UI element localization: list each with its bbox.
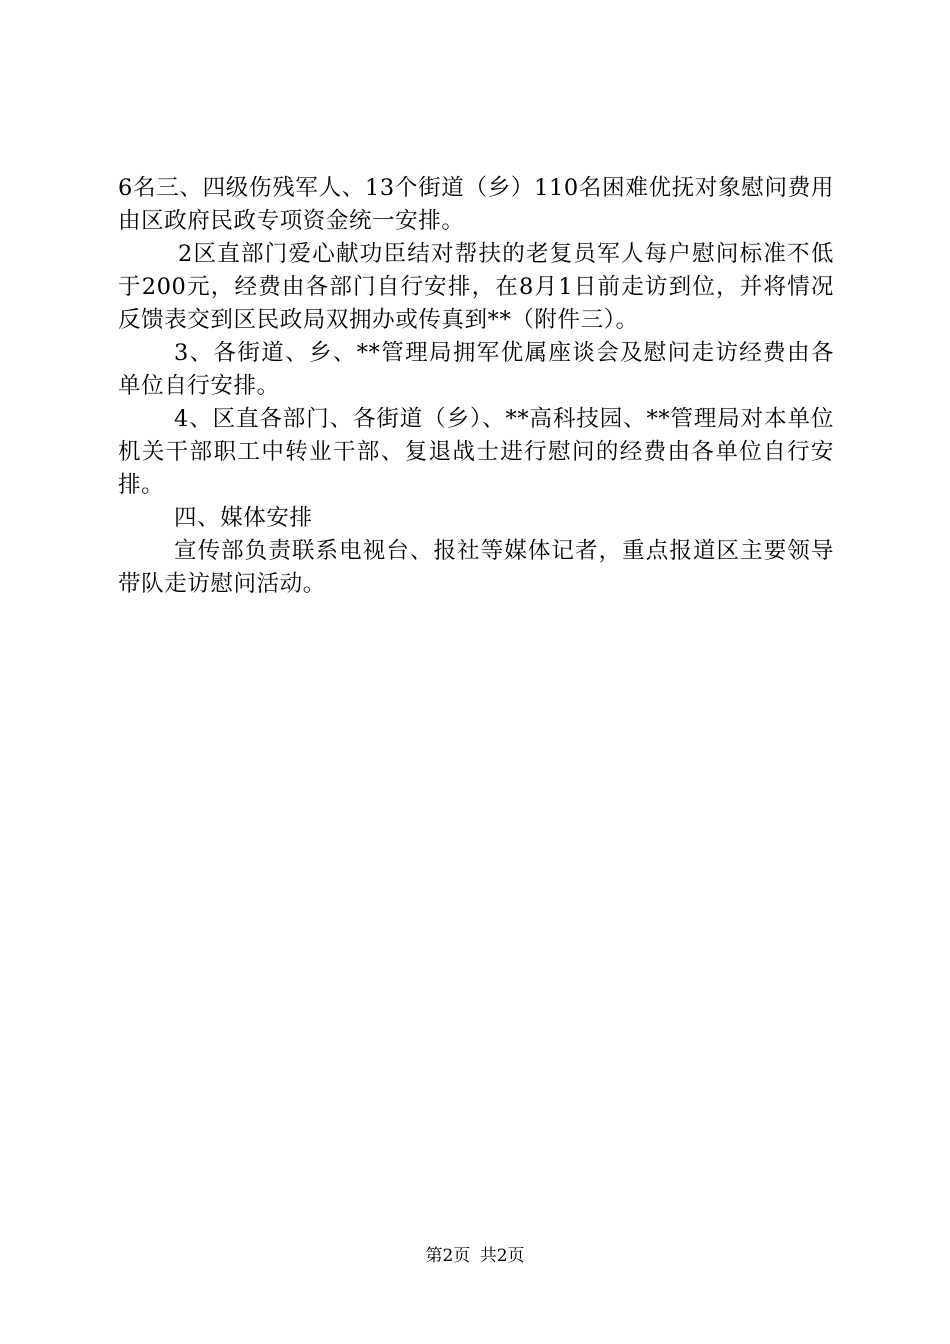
paragraph-street-funding: 3、各街道、乡、**管理局拥军优属座谈会及慰问走访经费由各单位自行安排。	[118, 340, 834, 399]
paragraph-funding-general: 6名三、四级伤残军人、13个街道（乡）110名困难优抚对象慰问费用由区政府民政专项资金统一安排。	[118, 175, 834, 234]
page-total: 共2页	[479, 1246, 525, 1266]
section-heading-media: 四、媒体安排	[174, 505, 313, 531]
page-number: 第2页	[425, 1246, 471, 1266]
paragraph-media-arrangement: 宣传部负责联系电视台、报社等媒体记者，重点报道区主要领导带队走访慰问活动。	[118, 538, 834, 597]
page-footer	[0, 1244, 950, 1268]
paragraph-department-visits: 2区直部门爱心献功臣结对帮扶的老复员军人每户慰问标准不低于200元，经费由各部门自行安排，在8月1日前走访到位，并将情况反馈表交到区民政局双拥办或传真到**（附件三）。	[118, 241, 834, 333]
document-body	[118, 172, 834, 601]
paragraph-unit-funding: 4、区直各部门、各街道（乡）、**高科技园、**管理局对本单位机关干部职工中转业干部、复退战士进行慰问的经费由各单位自行安排。	[118, 406, 834, 498]
